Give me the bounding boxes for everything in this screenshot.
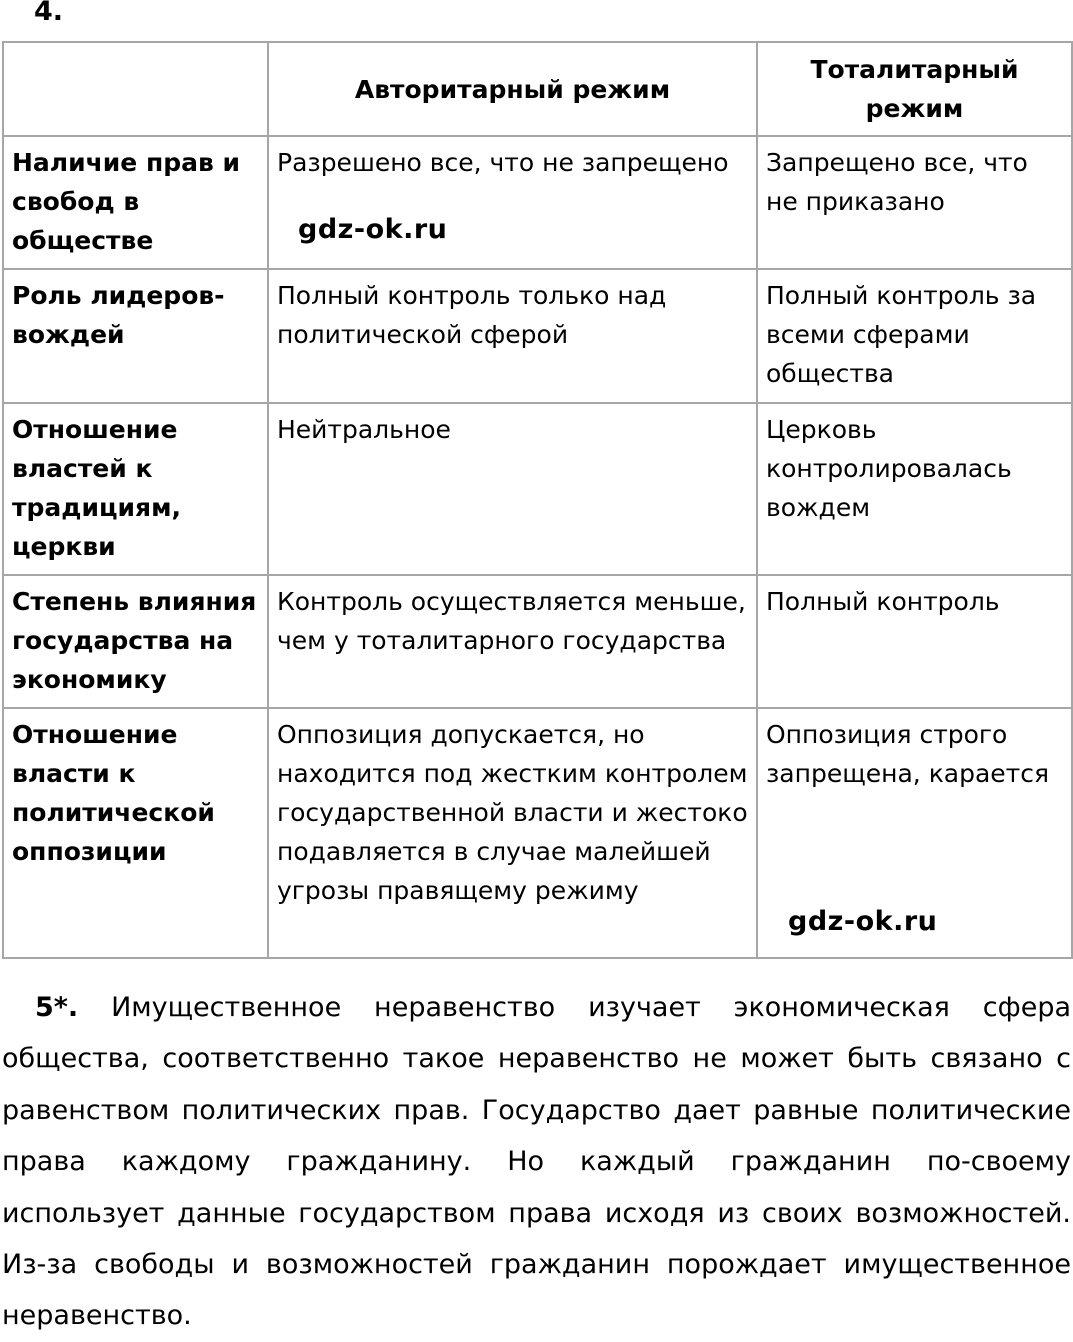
row-authoritarian: Нейтральное: [268, 403, 757, 575]
table-row: [3, 403, 1072, 575]
row-criterion: Наличие прав и свобод в обществе: [3, 136, 268, 269]
task-4-number: 4.: [34, 0, 64, 27]
row-totalitarian: Полный контроль за всеми сферами общества: [757, 269, 1072, 403]
table-row: [3, 575, 1072, 708]
row-authoritarian: Полный контроль только над политической сферой: [268, 269, 757, 403]
task-5-number: 5*.: [35, 992, 79, 1023]
row-criterion: Отношение власти к политической оппозиции: [3, 708, 268, 958]
row-criterion: Отношение властей к традициям, церкви: [3, 403, 268, 575]
row-totalitarian: Церковь контролировалась вождем: [757, 403, 1072, 575]
watermark: gdz-ok.ru: [788, 906, 938, 937]
row-totalitarian: Запрещено все, что не приказано: [757, 136, 1072, 269]
row-totalitarian: Оппозиция строго запрещена, карается: [757, 708, 1072, 958]
header-empty-cell: [3, 42, 268, 136]
row-criterion: Степень влияния государства на экономику: [3, 575, 268, 708]
row-criterion: Роль лидеров-вождей: [3, 269, 268, 403]
task-5-answer: [2, 982, 1071, 1342]
table-row: [3, 136, 1072, 269]
watermark: gdz-ok.ru: [298, 214, 448, 245]
comparison-table: [2, 41, 1073, 959]
table-header-row: [3, 42, 1072, 136]
table-row: [3, 269, 1072, 403]
row-authoritarian: Контроль осуществляется меньше, чем у тоталитарного государства: [268, 575, 757, 708]
header-authoritarian: Авторитарный режим: [268, 42, 757, 136]
row-totalitarian: Полный контроль: [757, 575, 1072, 708]
row-authoritarian: Оппозиция допускается, но находится под жестким контролем государственной власти и жестоко подавляется в случае малейшей угрозы правящему режиму: [268, 708, 757, 958]
task-5-text: Имущественное неравенство изучает экономическая сфера общества, соответственно такое неравенство не может быть связано с равенством политических прав. Государство дает равные политические права каждому гражданину. Но каждый гражданин по-своему использует данные государством права исходя из своих возможностей. Из-за свободы и возможностей гражданин порождает имущественное неравенство.: [2, 992, 1071, 1332]
row-authoritarian: Разрешено все, что не запрещено: [268, 136, 757, 269]
header-totalitarian: Тоталитарный режим: [757, 42, 1072, 136]
